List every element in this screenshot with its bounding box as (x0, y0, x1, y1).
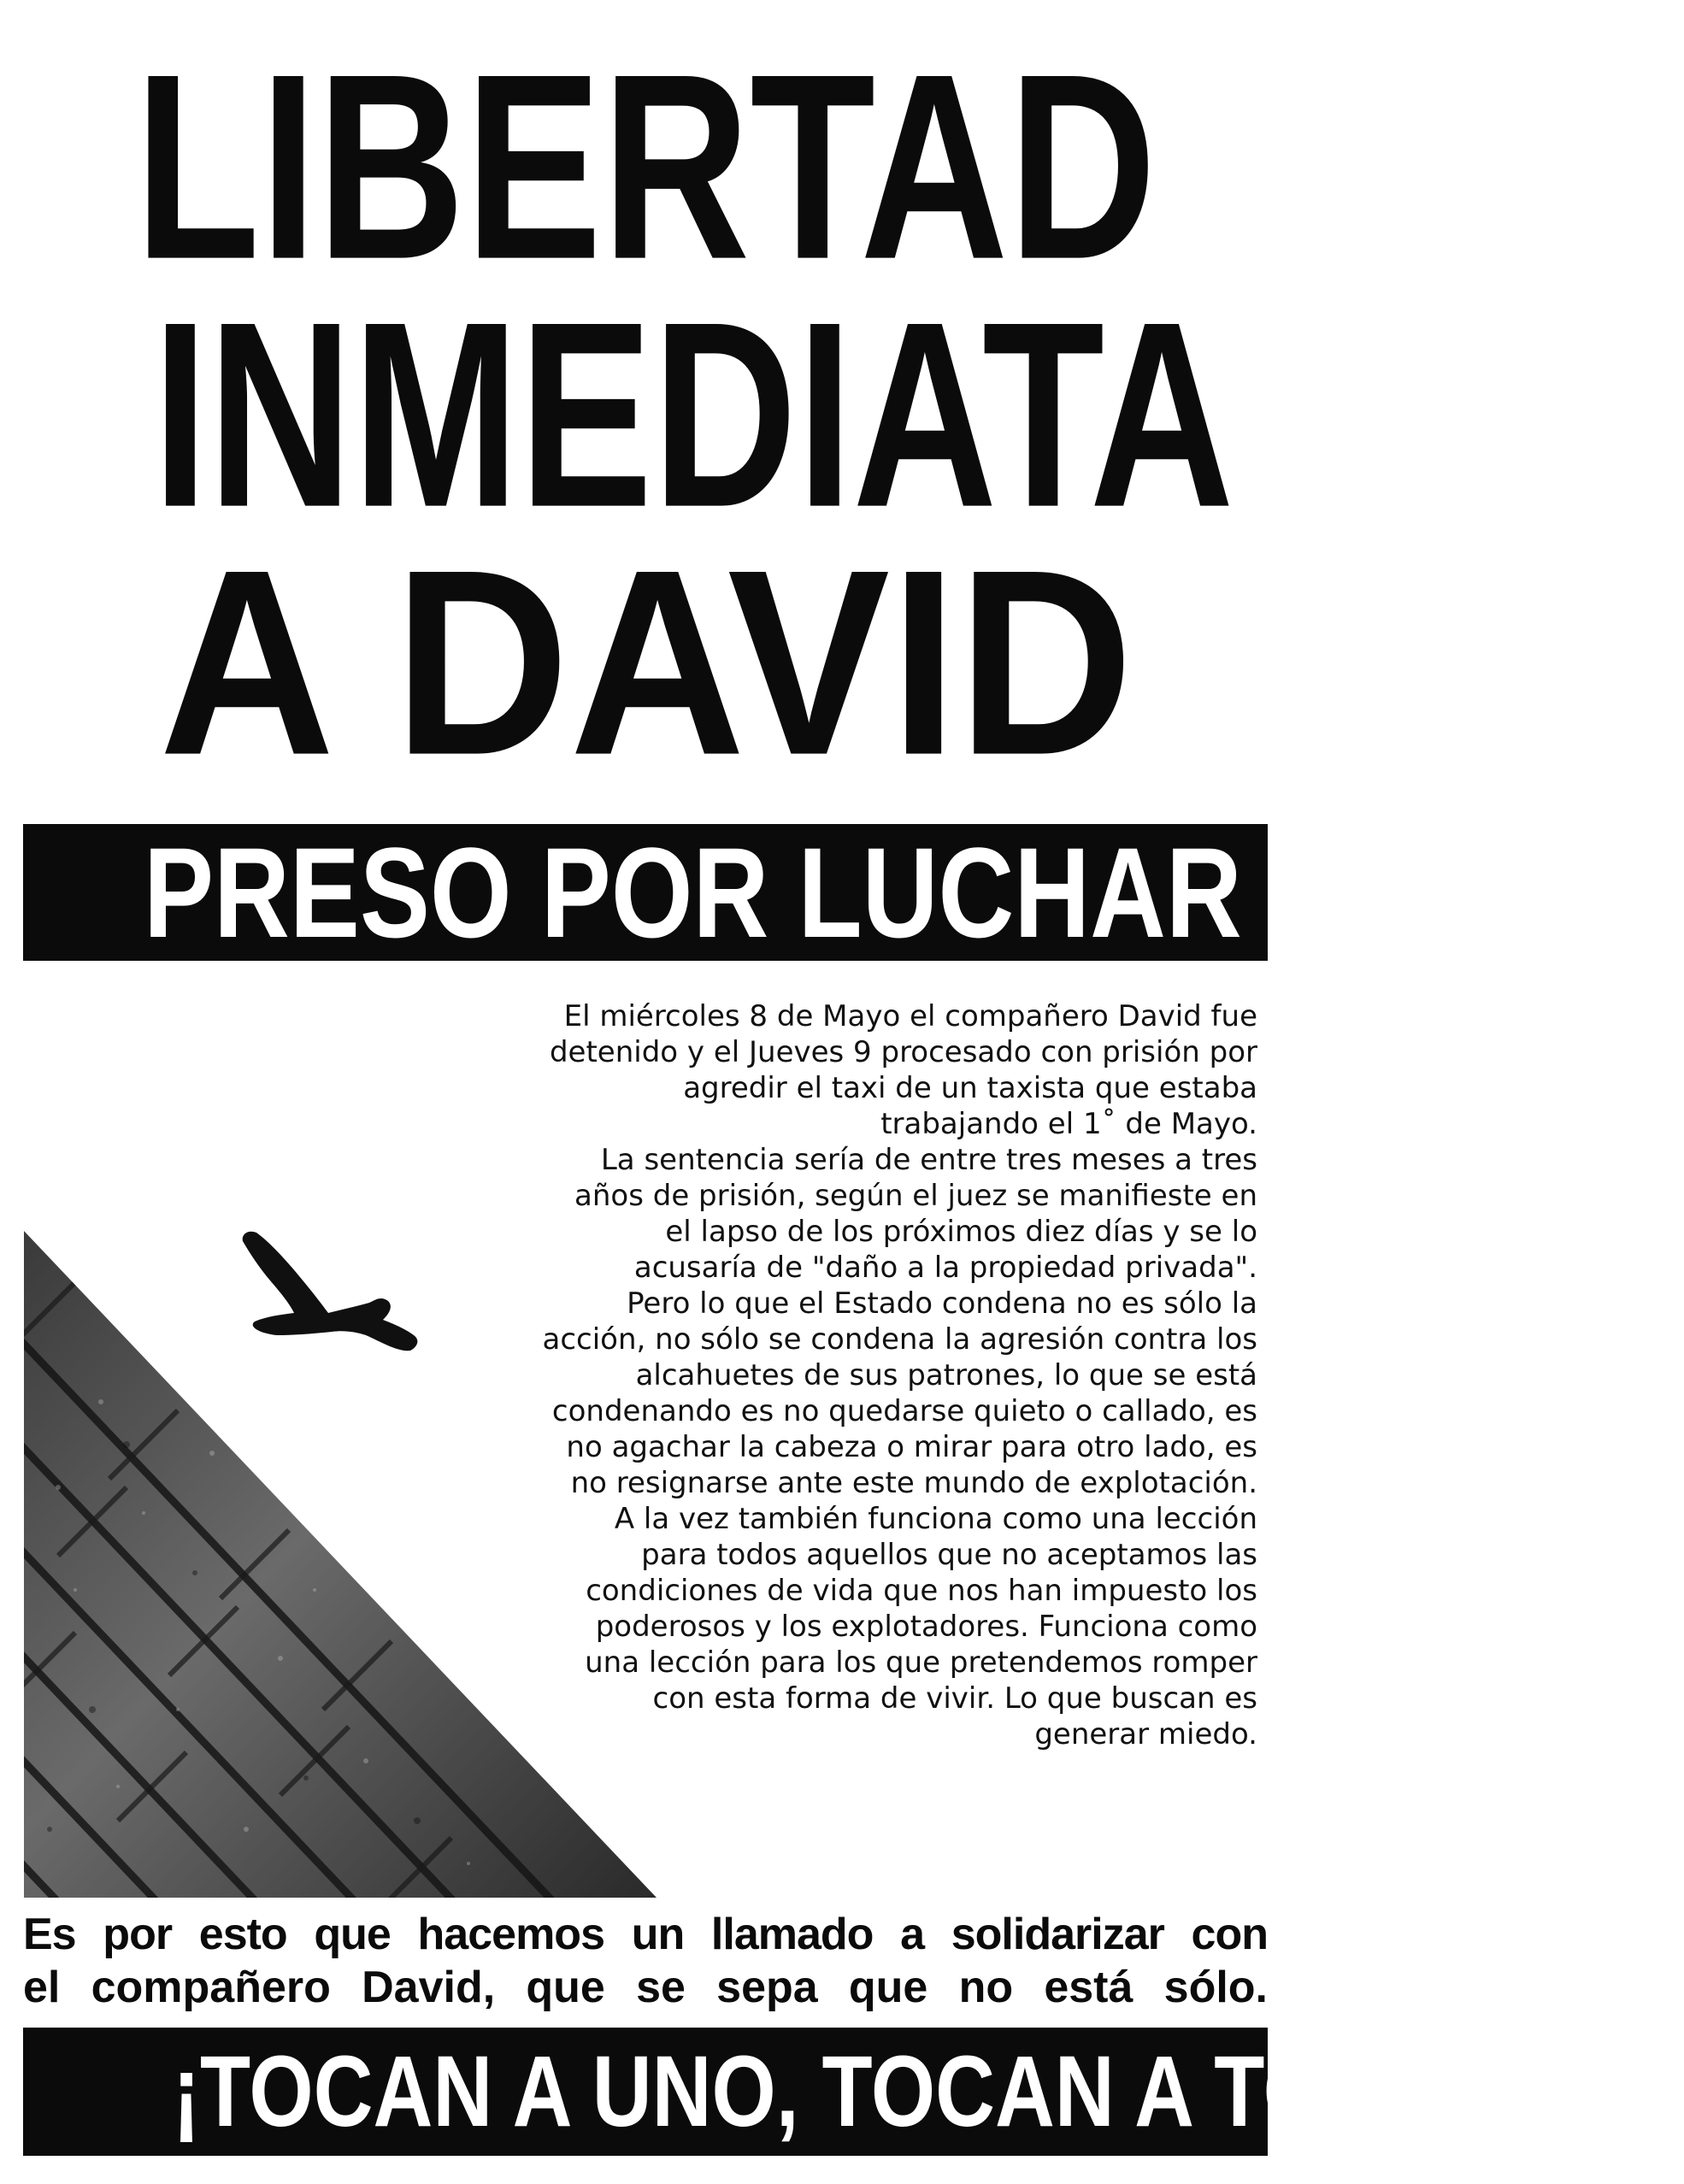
subtitle-text: PRESO POR LUCHAR (144, 821, 1242, 964)
closing-statement (23, 1908, 1268, 2014)
headline-inmediata: INMEDIATA (152, 266, 1234, 562)
article-paragraph-1: El miércoles 8 de Mayo el compañero David fue detenido y el Jueves 9 procesado con prisión por agredir el taxi de un taxista que estaba trabajando el 1˚ de Mayo. (549, 999, 1257, 1141)
headline-line-3 (0, 514, 1292, 810)
article-paragraph-3: Pero lo que el Estado condena no es sólo la acción, no sólo se condena la agresión contra los alcahuetes de sus patrones, lo que se está condenando es no quedarse quieto o callado, es no agachar la cabeza o mirar para otro lado, es no resignarse ante este mundo de explotación. (542, 1286, 1257, 1500)
bird-silhouette (243, 1232, 418, 1351)
headline-line-2 (0, 266, 1292, 562)
article-paragraph-4: A la vez también funciona como una lección para todos aquellos que no aceptamos las condiciones de vida que nos han impuesto los poderosos y los explotadores. Funciona como una lección para los que pretendemos romper con esta forma de vivir. Lo que buscan es generar miedo. (585, 1502, 1257, 1751)
headline-line-1 (0, 18, 1292, 315)
article-paragraph-2: La sentencia sería de entre tres meses a tres años de prisión, según el juez se manifieste en el lapso de los próximos diez días y se lo acusaría de "daño a la propiedad privada". (574, 1143, 1257, 1285)
headline-libertad: LIBERTAD (134, 18, 1157, 315)
slogan-text: ¡TOCAN A UNO, TOCAN A TODOS! (172, 2035, 1534, 2148)
closing-line-2: el compañero David, que se sepa que no está sólo. (23, 1963, 1268, 2012)
slogan-banner (23, 2028, 1534, 2156)
closing-line-1: Es por esto que hacemos un llamado a solidarizar con (23, 1910, 1268, 1959)
bird-over-wall-photo (24, 1231, 657, 1898)
headline-a-david: A DAVID (158, 514, 1133, 810)
subtitle-banner (23, 821, 1268, 964)
